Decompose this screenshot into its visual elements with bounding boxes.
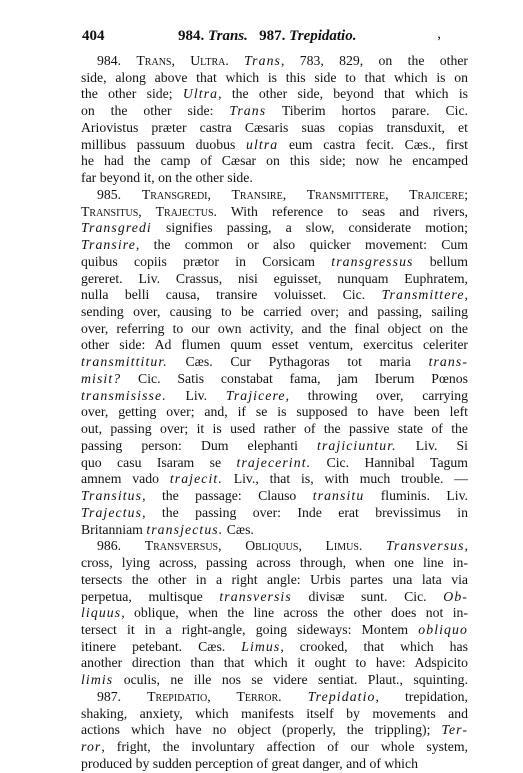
text-line [81,488,468,505]
text-segment: Ob- [443,588,468,604]
text-segment: ; [464,186,469,202]
text-segment: liquus [81,605,122,621]
text-segment: quibus copiis prætor in Corsicam [81,253,332,269]
text-segment: is supposed to have been left [267,404,468,420]
text-segment: Inde erat brevissimus in [297,504,468,520]
text-segment: Cæs. [223,521,254,537]
text-segment: , the passage: [142,488,259,504]
text-segment: tersects the other in a right angle: [81,571,311,587]
text-line [81,170,468,187]
text-segment: transitu [312,488,365,504]
text-line [81,421,468,438]
text-segment: Cic. [429,103,468,119]
text-segment: out, passing over; it is used rather of the passive state of the [81,421,468,437]
text-segment: Cic. [311,454,365,470]
text-segment: bellum [413,253,468,269]
page-number: 404 [82,28,105,44]
text-segment: amnem vado [81,471,170,487]
text-segment: Tiberim hortos parare. [281,103,430,119]
text-segment: Trans [229,103,267,119]
text-segment: 985. [97,186,142,202]
text-segment: , the common or also quicker movement: [135,237,442,253]
text-segment: 984. [97,53,137,68]
text-line [81,220,468,237]
text-segment: , the passing over: [142,504,298,520]
text-segment: Trans, Ultra. [136,53,229,68]
text-line [81,438,468,455]
text-segment: transjectus. [146,521,224,537]
text-segment: Ter- [441,722,468,738]
text-segment: side, along above that which is this side to that which is on [81,69,468,85]
text-segment [229,53,244,68]
text-segment: Cæs. [167,354,231,370]
text-segment: Trans [244,53,281,68]
text-segment [364,488,380,503]
text-segment: , the other side, beyond that which is [218,86,468,102]
text-line [81,137,468,154]
text-line [81,70,468,87]
text-line [81,287,468,304]
text-segment: , [464,538,469,554]
header-title-a: Trans. [208,28,248,44]
text-segment: divisæ sunt. [308,588,388,604]
text-segment: transversis [219,588,292,604]
text-line [81,589,468,606]
text-segment: he had the camp of Cæsar on this side; now he encamped [81,153,468,169]
text-segment: other side: [81,337,155,353]
text-line [81,103,468,120]
text-segment: Trepidatio, Terror. [147,688,282,704]
text-line [81,304,468,321]
header-mark: , [437,26,441,42]
text-line [81,655,468,672]
text-line [81,672,468,689]
text-line [81,254,468,271]
text-segment: Transire [81,237,136,253]
text-segment: perpetua, multisque [81,588,220,604]
text-line [81,237,468,254]
text-segment: tersect it in a right-angle, going sideways: [81,621,362,637]
text-segment: Dum elephanti [200,437,318,453]
text-segment: Liv. [396,437,457,453]
text-segment: gereret. [81,270,123,286]
text-segment: trajecit. [169,471,223,487]
text-segment: Cic. [326,287,382,303]
text-segment: Ultra [182,86,219,102]
text-segment: Urbis partes una lata via [310,571,468,587]
text-segment: sending over, causing to be carried over; and passing, sailing [81,304,468,320]
text-line [81,505,468,522]
text-segment: on the other side: [81,103,230,119]
text-segment: Adspicito [414,655,468,671]
text-segment: transmisisse. [81,387,167,403]
text-segment: Si [456,437,468,453]
text-segment: Transgredi, Transire, Transmittere, Trajicere [141,186,465,202]
text-segment: Plaut., squinting. [357,672,468,688]
text-line [81,706,468,723]
text-segment: Liv. [122,270,176,286]
text-line [81,120,468,137]
text-line [81,371,468,388]
text-segment: obliquo [418,621,468,637]
text-segment: quo casu Isaram se [81,454,237,470]
text-segment: , 783, 829, on the other [281,53,469,68]
header-title-prefix: 984. [178,28,205,44]
text-segment: passing person: [81,437,201,453]
header-title-mid: 987. [259,28,286,44]
text-segment: actions which have no object (properly, the trippling); [81,722,442,738]
text-line [81,605,468,622]
text-segment: transgressus [331,253,414,269]
text-segment: Montem [361,621,419,637]
text-segment: Cum [441,237,468,253]
text-segment: Cæs. [182,638,242,654]
text-segment: Cic. [387,588,444,604]
text-segment: produced by sudden perception of great danger, and of which [81,755,418,771]
text-segment: , throwing over, carrying [285,387,469,403]
text-segment: Transversus, Obliquus, Limus. [144,538,363,554]
text-segment: the other side; [81,86,183,102]
text-segment: Trajicere [225,387,286,403]
text-line [81,555,468,572]
text-segment [113,672,123,687]
text-segment [362,538,386,553]
text-line [81,722,468,739]
text-segment: 987. [97,688,148,704]
text-line [81,204,468,221]
text-segment: Britanniam [81,521,147,537]
text-segment: Liv. [429,488,468,504]
text-segment [266,103,282,118]
header-title [178,28,356,45]
text-segment: Trajectus [81,504,143,520]
text-segment: Limus [241,638,281,654]
text-segment [292,589,309,604]
text-segment: itinere petebant. [81,638,183,654]
text-segment: Liv. [166,387,226,403]
text-segment: Transversus [386,538,465,554]
text-line [81,404,468,421]
text-segment: limis [81,672,114,688]
text-segment: 986. [97,538,145,554]
text-segment: over, referring to our own activity, and the final object on the [81,320,468,336]
text-line [81,321,468,338]
text-line [81,639,468,656]
text-line [81,153,468,170]
text-segment: Transitus, Trajectus. [81,203,217,219]
text-segment: Hannibal Tagum [364,454,468,470]
text-segment: oculis, ne ille nos se videre sentiat. [123,672,358,688]
text-segment: another direction than that which it ought to have: [81,655,415,671]
text-segment: Cur Pythagoras tot maria [230,354,429,370]
text-segment: Liv., that is, with much trouble. — [222,471,468,487]
text-line [81,388,468,405]
text-segment: Transgredi [81,220,152,236]
header-title-b: Trepidatio. [289,28,357,44]
text-segment: Crassus, nisi eguisset, nunquam Euphratem, [175,270,468,286]
text-segment: far beyond it, on the other side. [81,170,253,186]
text-segment: se [255,404,268,420]
text-line [81,572,468,589]
text-line [81,455,468,472]
text-segment: , oblique, when the line across the other does not in- [121,605,468,621]
text-segment: With reference to seas and rivers, [216,203,468,219]
text-segment: trans- [428,354,469,370]
text-line [81,53,468,70]
text-line [81,689,468,706]
text-segment: cross, lying across, passing across through, when one line in- [81,555,468,571]
text-segment: , trepidation, [375,688,468,704]
text-segment: signifies passing, a slow, considerate motion; [151,220,468,236]
text-segment: shaking, anxiety, which manifests itself by movements and [81,705,468,721]
text-line [81,471,468,488]
text-line [81,522,468,539]
text-segment: , [464,287,468,303]
text-line [81,337,468,354]
text-segment: Satis constabat fama, jam Iberum Pœnos [177,370,468,386]
text-segment [278,137,289,152]
text-segment: nulla belli causa, transire voluisset. [81,287,327,303]
text-segment: Trepidatio [307,688,376,704]
text-segment: Cæs., first [393,136,468,152]
text-segment: trajecerint. [236,454,312,470]
text-line [81,739,468,756]
text-line [81,271,468,288]
text-segment: fluminis. [380,488,430,504]
text-line [81,538,468,555]
text-segment: Cic. [121,370,178,386]
text-segment: Transmittere [381,287,465,303]
body-text [81,53,468,773]
text-segment: eum castra fecit. [288,136,394,152]
text-segment: Clauso [258,488,313,504]
text-segment: , fright, the involuntary affection of our whole system, [101,739,468,755]
text-segment: Transitus [81,488,143,504]
text-line [81,756,468,773]
text-segment: transmittitur. [81,354,168,370]
text-line [81,187,468,204]
text-segment: Ad flumen quum esset ventum, exercitus celeriter [154,337,468,353]
text-line [81,354,468,371]
text-segment: ror [81,739,102,755]
text-segment: trajiciuntur. [317,437,397,453]
text-segment: , crooked, that which has [280,638,468,654]
text-line [81,86,468,103]
text-segment: ultra [246,136,279,152]
text-line [81,622,468,639]
text-segment: misit? [81,370,122,386]
text-segment: over, getting over; and, if [81,404,256,420]
text-segment: millibus passuum duobus [81,136,246,152]
text-segment: Ariovistus præter castra Cæsaris suas copias transduxit, et [81,119,468,135]
text-segment [282,689,308,704]
